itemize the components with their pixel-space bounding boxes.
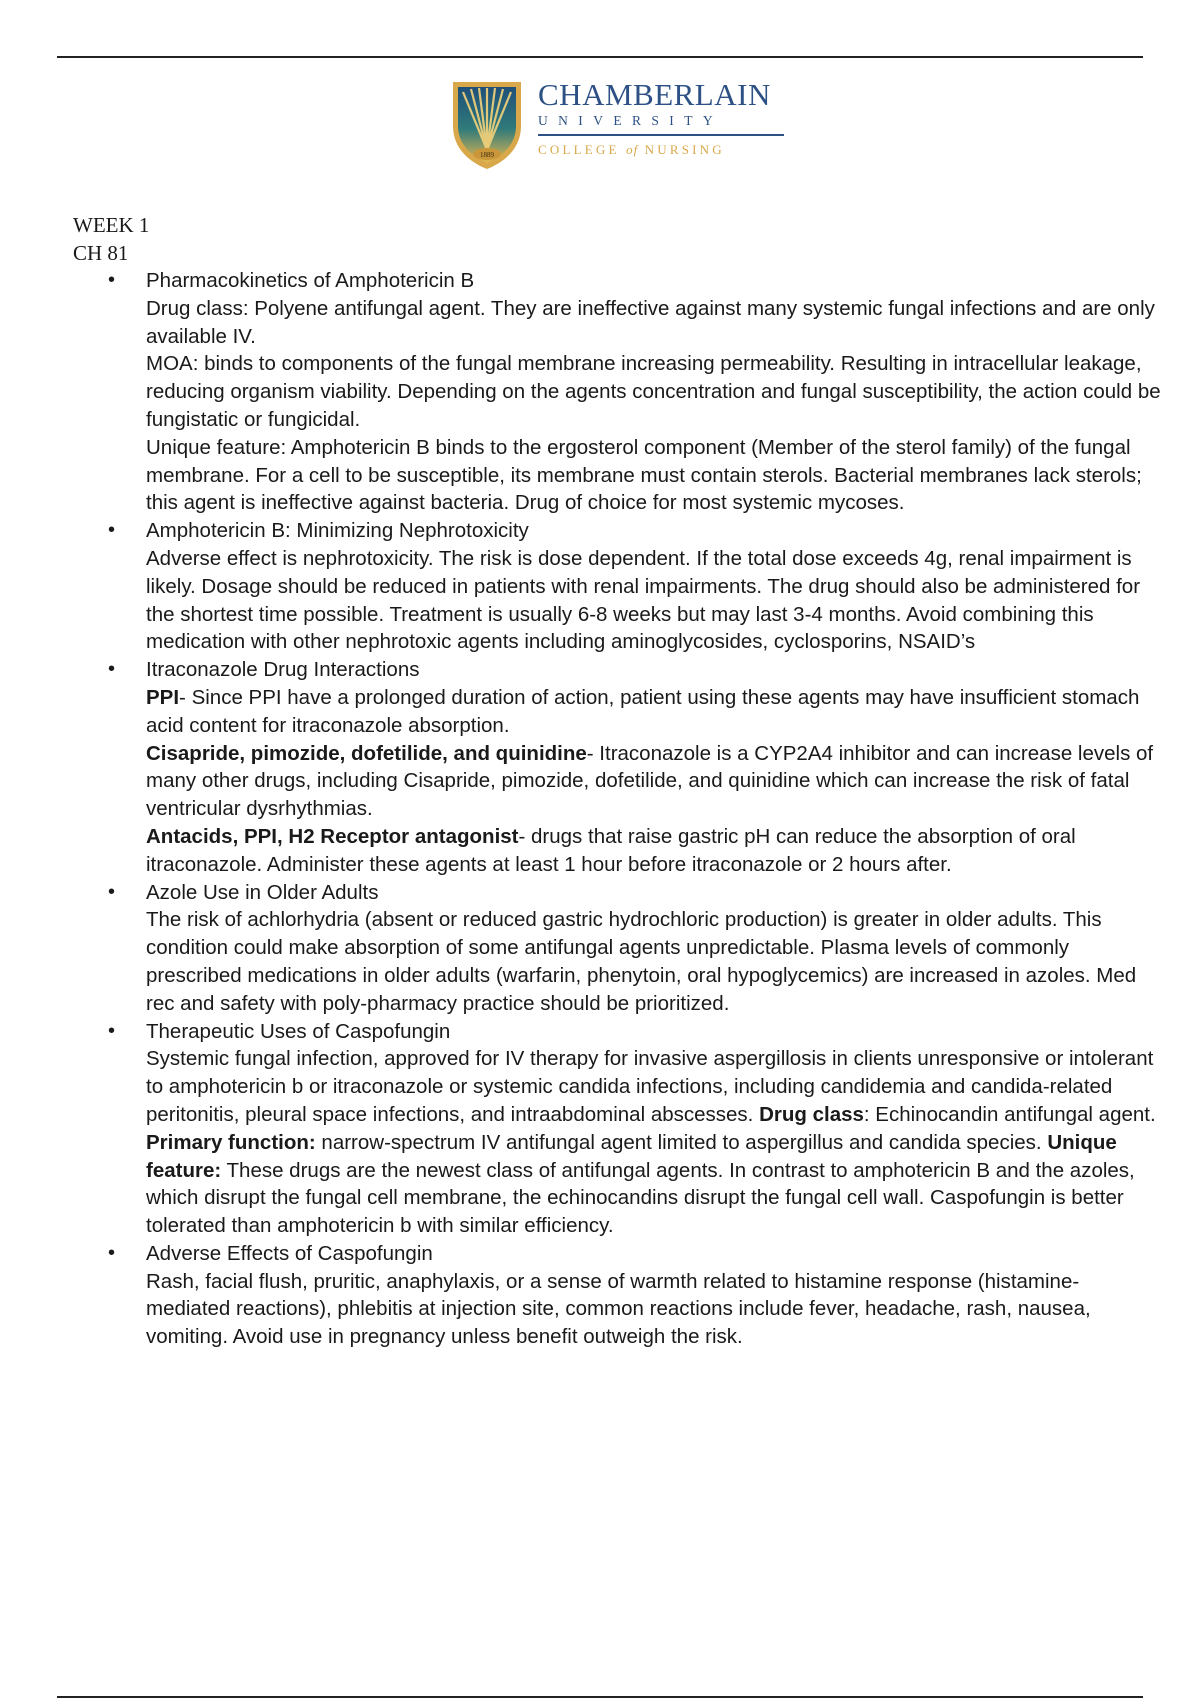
shield-icon [449,78,525,172]
interaction-text: - Itraconazole is a CYP2A4 inhibitor and can increase levels of many other drugs, including Cisapride, pimozide, dofetilide, and quinidine which can increase the risk of fatal ventricular dysrhythmias. [146,741,1154,821]
top-rule [57,56,1143,58]
interaction-drug: Cisapride, pimozide, dofetilide, and quinidine [146,741,587,765]
interaction-paragraph [146,823,1163,879]
topic-title: • Adverse Effects of Caspofungin [146,1241,433,1265]
unique-feature-text: These drugs are the newest class of antifungal agents. In contrast to amphotericin B and the azoles, which disrupt the fungal cell membrane, the echinocandins disrupt the fungal cell wall. Caspofungin is better tolerated than amphotericin b with similar efficiency. [146,1158,1135,1238]
document-body [73,211,1163,1351]
unique-feature-label: Unique feature: [146,1130,1117,1182]
drug-class-text: : Echinocandin antifungal agent. [863,1102,1156,1126]
logo-divider [538,134,784,136]
logo-college-suffix: NURSING [644,142,725,157]
topic-paragraph: Unique feature: Amphotericin B binds to the ergosterol component (Member of the sterol family) of the fungal membrane. For a cell to be susceptible, its membrane must contain sterols. Bacterial membranes lack sterols; this agent is ineffective against bacteria. Drug of choice for most systemic mycoses. [146,435,1142,515]
logo-subtitle: UNIVERSITY [538,113,723,128]
topic-paragraph: The risk of achlorhydria (absent or reduced gastric hydrochloric production) is greater in older adults. This condition could make absorption of some antifungal agents unpredictable. Plasma levels of commonly prescribed medications in older adults (warfarin, phenytoin, oral hypoglycemics) are increased in azoles. Med rec and safety with poly-pharmacy practice should be prioritized. [146,908,1137,1015]
drug-class-label: Drug class [759,1102,864,1126]
shield-year: 1889 [480,151,494,159]
topic-title: • Amphotericin B: Minimizing Nephrotoxicity [146,519,529,543]
chapter-heading: CH 81 [73,241,129,265]
bottom-rule [57,1696,1143,1698]
topic-list [73,267,1163,1351]
interaction-text: - Since PPI have a prolonged duration of action, patient using these agents may have insufficient stomach acid content for itraconazole absorption. [146,685,1140,737]
interaction-drug: PPI [146,685,180,709]
topic-title: • Therapeutic Uses of Caspofungin [146,1019,451,1043]
logo-wordmark [538,78,788,158]
topic-title: • Itraconazole Drug Interactions [146,658,420,682]
logo-college [538,142,788,158]
caspofungin-intro: Systemic fungal infection, approved for IV therapy for invasive aspergillosis in clients unresponsive or intolerant to amphotericin b or itraconazole or systemic candida infections, including candidemia and candida-related peritonitis, pleural space infections, and intraabdominal abscesses. [146,1047,1154,1126]
chamberlain-logo [449,78,789,174]
interaction-paragraph [146,740,1163,823]
list-item [73,267,1163,517]
logo-name: CHAMBERLAIN [538,77,771,112]
logo-college-of: of [626,142,639,157]
list-item [73,1240,1163,1351]
interaction-drug: Antacids, PPI, H2 Receptor antagonist [146,824,519,848]
topic-paragraph: Rash, facial flush, pruritic, anaphylaxis, or a sense of warmth related to histamine response (histamine-mediated reactions), phlebitis at injection site, common reactions include fever, headache, rash, nausea, vomiting. Avoid use in pregnancy unless benefit outweigh the risk. [146,1269,1091,1349]
topic-paragraph [146,1045,1163,1240]
topic-title: • Azole Use in Older Adults [146,880,379,904]
primary-function-text: narrow-spectrum IV antifungal agent limited to aspergillus and candida species. [321,1130,1042,1154]
primary-function-label: Primary function: [146,1130,316,1154]
topic-paragraph: MOA: binds to components of the fungal membrane increasing permeability. Resulting in intracellular leakage, reducing organism viability. Depending on the agents concentration and fungal susceptibility, the action could be fungistatic or fungicidal. [146,352,1161,431]
list-item [73,517,1163,656]
week-heading: WEEK 1 [73,213,150,237]
interaction-paragraph [146,684,1163,740]
topic-paragraph: Adverse effect is nephrotoxicity. The risk is dose dependent. If the total dose exceeds 4g, renal impairment is likely. Dosage should be reduced in patients with renal impairments. The drug should also be administered for the shortest time possible. Treatment is usually 6-8 weeks but may last 3-4 months. Avoid combining this medication with other nephrotoxic agents including aminoglycosides, cyclosporins, NSAID’s [146,546,1141,654]
topic-title: • Pharmacokinetics of Amphotericin B [146,269,475,292]
topic-paragraph: Drug class: Polyene antifungal agent. They are ineffective against many systemic fungal infections and are only available IV. [146,296,1155,348]
list-item [73,879,1163,1018]
logo-college-prefix: COLLEGE [538,142,620,157]
list-item [73,656,1163,878]
list-item [73,1018,1163,1240]
interaction-text: - drugs that raise gastric pH can reduce the absorption of oral itraconazole. Administer these agents at least 1 hour before itraconazole or 2 hours after. [146,824,1076,876]
